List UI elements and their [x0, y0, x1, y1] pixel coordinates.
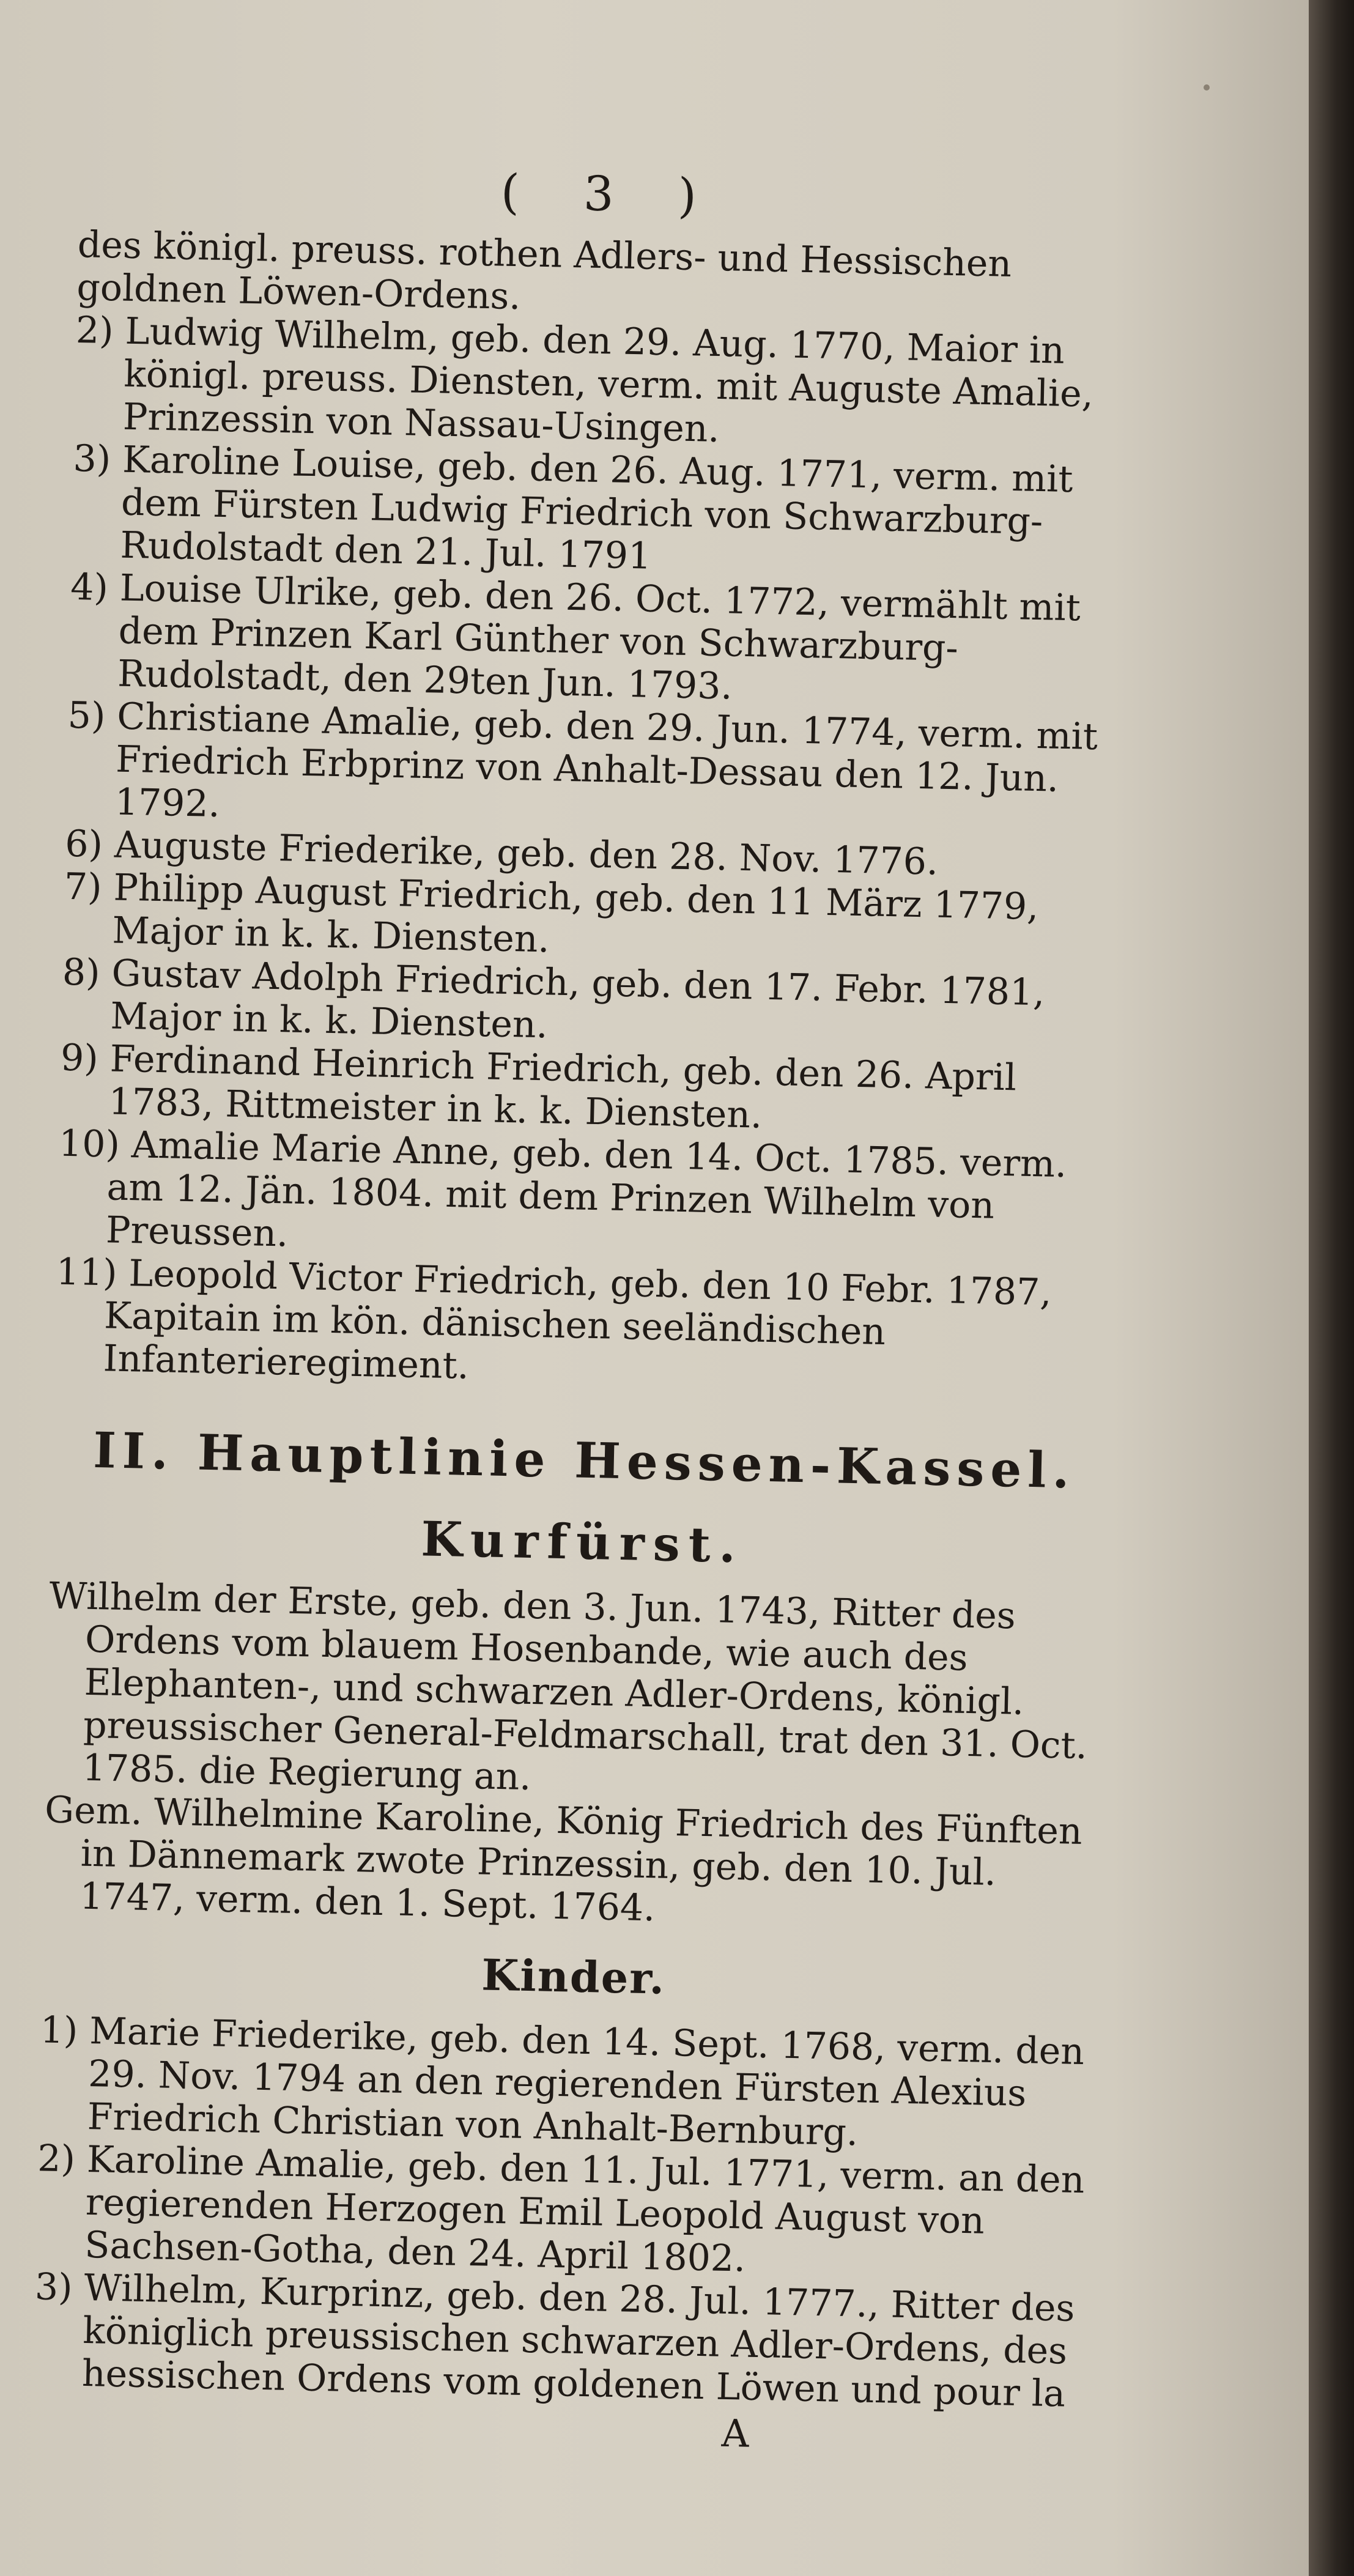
kinder-heading: Kinder. [481, 1949, 666, 2004]
list-item: 1) Marie Friederike, geb. den 14. Sept. 1768, verm. den 29. Nov. 1794 an den regierenden Fürsten Alexius Friedrich Christian von Anhalt-Bernburg. [40, 2008, 1085, 2155]
catchword: A [721, 2410, 750, 2456]
list-item: 5) Christiane Amalie, geb. den 29. Jun. 1774, verm. mit Friedrich Erbprinz von Anhalt-Dessau den 12. Jun. 1792. [67, 694, 1098, 826]
gemahlin-text: Gem. Wilhelmine Karoline, König Friedrich des Fünften in Dännemark zwote Prinzessin, geb. den 10. Jul. 1747, verm. den 1. Sept. 1764. [44, 1788, 1083, 1930]
list-item: 4) Louise Ulrike, geb. den 26. Oct. 1772, vermählt mit dem Prinzen Karl Günther von Schwarzburg-Rudolstadt, den 29ten Jun. 1793. [70, 565, 1081, 708]
list-item: 3) Karoline Louise, geb. den 26. Aug. 1771, verm. mit dem Fürsten Ludwig Friedrich von Schwarzburg-Rudolstadt den 21. Jul. 1791 [72, 437, 1074, 578]
intro-text: des königl. preuss. rothen Adlers- und Hessischen goldnen Löwen-Ordens. [76, 223, 1012, 319]
page-number: ( 3 ) [500, 165, 722, 224]
list-item: 2) Karoline Amalie, geb. den 11. Jul. 1771, verm. an den regierenden Herzogen Emil Leopold August von Sachsen-Gotha, den 24. April 1802. [37, 2137, 1086, 2281]
list-item: 7) Philipp August Friedrich, geb. den 11 März 1779, Major in k. k. Diensten. [64, 865, 1040, 961]
page-text [32, 156, 1144, 2463]
paper-speck [1204, 84, 1210, 91]
section-heading: II. Hauptlinie Hessen-Kassel. [92, 1421, 1076, 1500]
kurfurst-text: Wilhelm der Erste, geb. den 3. Jun. 1743, Ritter des Ordens vom blauem Hosenbande, wie auch des Elephanten-, und schwarzen Adler-Ordens, königl. preussischer General-Feldmarschall, trat den 31. Oct. 1785. die Regierung an. [48, 1574, 1088, 1799]
list-item: 8) Gustav Adolph Friedrich, geb. den 17. Febr. 1781, Major in k. k. Diensten. [62, 950, 1046, 1047]
list-item: 6) Auguste Friederike, geb. den 28. Nov. 1776. [64, 822, 939, 884]
book-edge [1309, 0, 1354, 2576]
children-list-first [54, 309, 1140, 1401]
kurfurst-heading: Kurfürst. [420, 1511, 745, 1574]
list-item: 10) Amalie Marie Anne, geb. den 14. Oct. 1785. verm. am 12. Jän. 1804. mit dem Prinzen Wilhelm von Preussen. [58, 1122, 1067, 1256]
list-item: 11) Leopold Victor Friedrich, geb. den 10 Febr. 1787, Kapitain im kön. dänischen seeländischen Infanterieregiment. [56, 1250, 1052, 1388]
children-list-second [32, 2008, 1104, 2416]
list-item: 2) Ludwig Wilhelm, geb. den 29. Aug. 1770, Maior in königl. preuss. Diensten, verm. mit Auguste Amalie, Prinzessin von Nassau-Usingen. [75, 308, 1094, 451]
list-item: 3) Wilhelm, Kurprinz, geb. den 28. Jul. 1777., Ritter des königlich preussischen schwarzen Adler-Ordens, des hessischen Ordens vom goldenen Löwen und pour la [34, 2265, 1076, 2416]
list-item: 9) Ferdinand Heinrich Friedrich, geb. den 26. April 1783, Rittmeister in k. k. Diensten. [60, 1036, 1017, 1137]
